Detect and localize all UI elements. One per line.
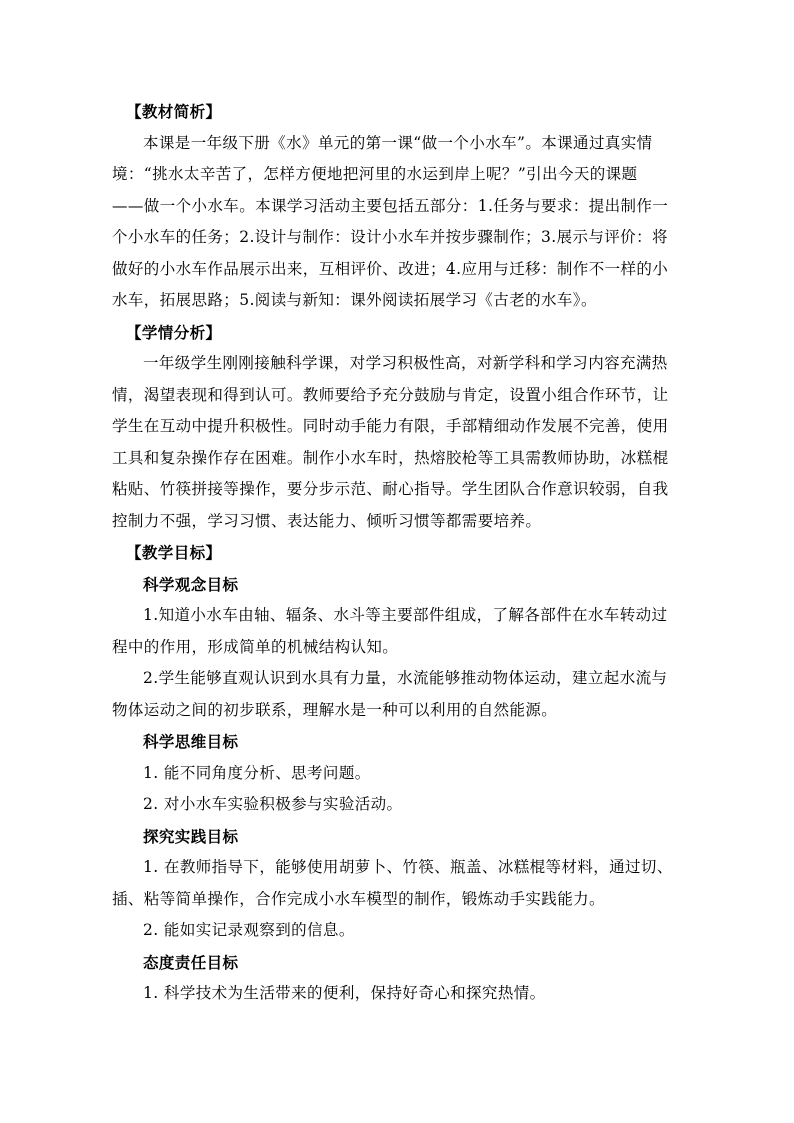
paragraph-line: 2.学生能够直观认识到水具有力量，水流能够推动物体运动，建立起水流与 [143,669,668,687]
paragraph-line: 2. 对小水车实验积极参与实验活动。 [143,795,403,813]
paragraph-line: 情，渴望表现和得到认可。教师要给予充分鼓励与肯定，设置小组合作环节，让 [112,385,669,404]
subheading-inquiry-practice-goal: 探究实践目标 [143,826,239,846]
paragraph-line: ——做一个小水车。本课学习活动主要包括五部分：1.任务与要求：提出制作一 [112,196,669,215]
paragraph-line: 物体运动之间的初步联系，理解水是一种可以利用的自然能源。 [112,700,558,719]
subheading-science-concept-goal: 科学观念目标 [143,574,239,594]
paragraph-line: 控制力不强，学习习惯、表达能力、倾听习惯等都需要培养。 [112,511,542,530]
paragraph-line: 工具和复杂操作存在困难。制作小水车时，热熔胶枪等工具需教师协助，冰糕棍 [112,448,669,467]
paragraph-line: 粘贴、竹筷拼接等操作，要分步示范、耐心指导。学生团队合作意识较弱，自我 [112,480,669,498]
paragraph-line: 学生在互动中提升积极性。同时动手能力有限，手部精细动作发展不完善，使用 [112,417,669,435]
paragraph-line: 境：“挑水太辛苦了，怎样方便地把河里的水运到岸上呢？”引出今天的课题 [112,165,638,183]
paragraph-line: 一年级学生刚刚接触科学课，对学习积极性高，对新学科和学习内容充满热 [143,354,668,372]
paragraph-line: 程中的作用，形成简单的机械结构认知。 [112,637,399,656]
paragraph-line: 插、粘等简单操作，合作完成小水车模型的制作，锻炼动手实践能力。 [112,889,605,908]
paragraph-line: 做好的小水车作品展示出来，互相评价、改进；4.应用与迁移：制作不一样的小 [112,259,669,278]
paragraph-line: 1. 在教师指导下，能够使用胡萝卜、竹筷、瓶盖、冰糕棍等材料，通过切、 [143,858,673,876]
subheading-attitude-responsibility-goal: 态度责任目标 [143,952,239,972]
paragraph-line: 个小水车的任务；2.设计与制作：设计小水车并按步骤制作；3.展示与评价：将 [112,228,668,246]
paragraph-line: 1. 能不同角度分析、思考问题。 [143,763,371,782]
paragraph-line: 本课是一年级下册《水》单元的第一课“做一个小水车”。本课通过真实情 [143,133,653,152]
section-heading-teaching-goals: 【教学目标】 [126,543,222,562]
paragraph-line: 水车，拓展思路；5.阅读与新知：课外阅读拓展学习《古老的水车》。 [112,291,597,309]
paragraph-line: 2. 能如实记录观察到的信息。 [143,921,355,939]
section-heading-student-analysis: 【学情分析】 [126,322,222,342]
subheading-science-thinking-goal: 科学思维目标 [143,732,239,751]
section-heading-textbook-analysis: 【教材简析】 [126,102,222,121]
paragraph-line: 1.知道小水车由轴、辐条、水斗等主要部件组成，了解各部件在水车转动过 [143,606,668,624]
paragraph-line: 1. 科学技术为生活带来的便利，保持好奇心和探究热情。 [143,984,546,1002]
